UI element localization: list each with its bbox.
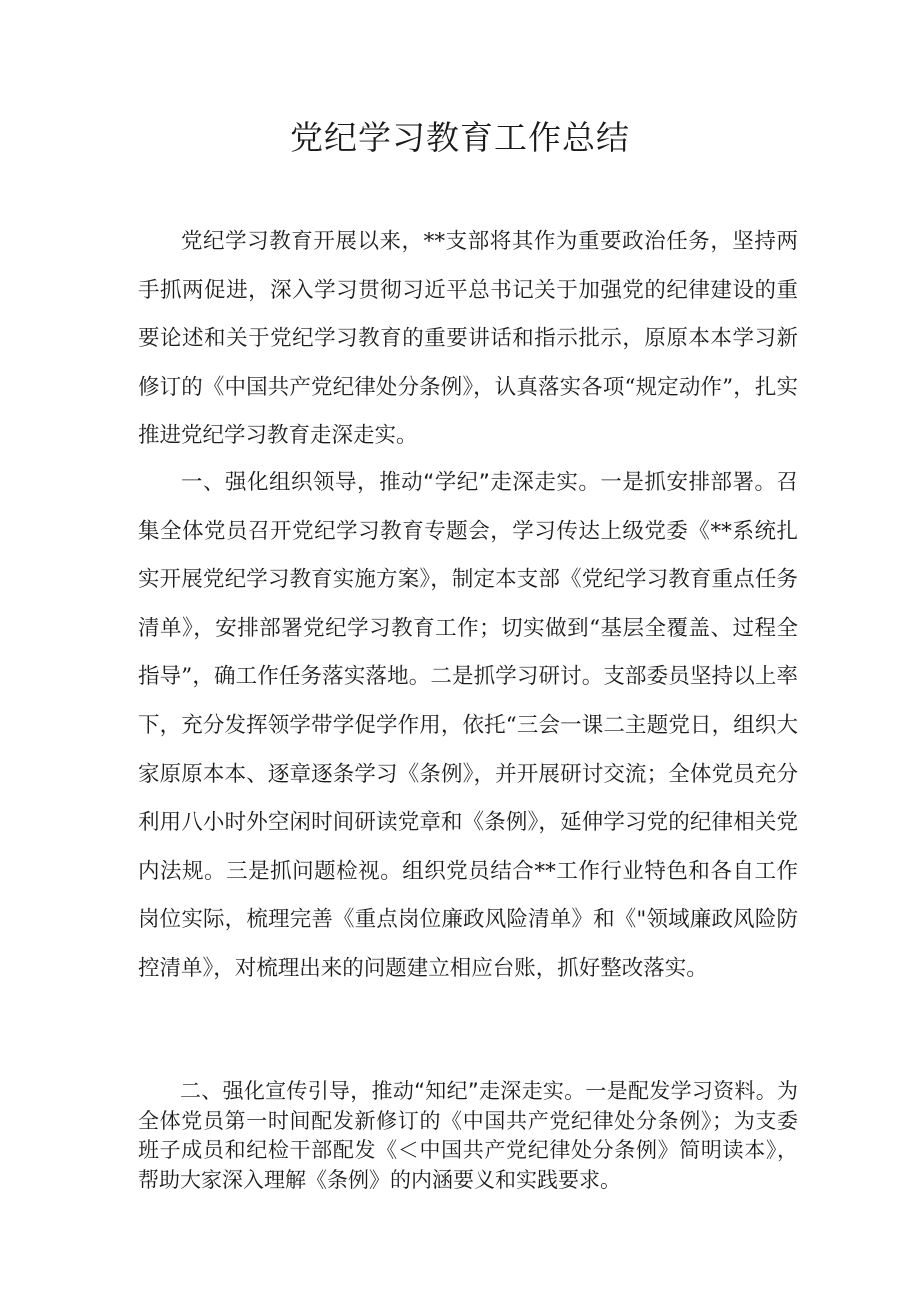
section-1-heading: 一、强化组织领导，推动“学纪”走深走实。一是抓安排部署。 xyxy=(181,470,777,495)
section-1-body-a: 召集全体党员召开党纪学习教育专题会，学习传达上级党委《**系统扎实开展党纪学习教育实施方案》，制定本支部《党纪学习教育重点任务清单》，安排部署党纪学习教育工作；切实做到“基层全覆盖、过程全指导”，确工作任务落实落地。 xyxy=(138,470,798,690)
section-1-body-c: 组织党员结合**工作行业特色和各自工作岗位实际，梳理完善《重点岗位廉政风险清单》和《"领域廉政风险防控清单》，对梳理出来的问题建立相应台账，抓好整改落实。 xyxy=(138,858,798,981)
section-1-subheading-3: 三是抓问题检视。 xyxy=(226,858,403,884)
section-2-paragraph xyxy=(138,1077,798,1195)
document-title: 党纪学习教育工作总结 xyxy=(290,118,630,157)
section-2-body: 为全体党员第一时间配发新修订的《中国共产党纪律处分条例》；为支委班子成员和纪检干部配发《＜中国共产党纪律处分条例》简明读本》，帮助大家深入理解《条例》的内涵要义和实践要求。 xyxy=(138,1079,798,1192)
section-1-subheading-2: 二是抓学习研讨。 xyxy=(430,664,604,690)
section-2-heading: 二、强化宣传引导，推动“知纪”走深走实。一是配发学习资料。 xyxy=(180,1079,777,1103)
section-1-paragraph xyxy=(138,459,798,994)
intro-paragraph: 党纪学习教育开展以来，**支部将其作为重要政治任务，坚持两手抓两促进，深入学习贯彻习近平总书记关于加强党的纪律建设的重要论述和关于党纪学习教育的重要讲话和指示批示，原原本本学习新修订的《中国共产党纪律处分条例》，认真落实各项“规定动作”，扎实推进党纪学习教育走深走实。 xyxy=(138,229,798,449)
section-1-body-b: 支部委员坚持以上率下，充分发挥领学带学促学作用，依托“三会一课二主题党日，组织大家原原本本、逐章逐条学习《条例》，并开展研讨交流；全体党员充分利用八小时外空闲时间研读党章和《条例》，延伸学习党的纪律相关党内法规。 xyxy=(138,664,798,884)
